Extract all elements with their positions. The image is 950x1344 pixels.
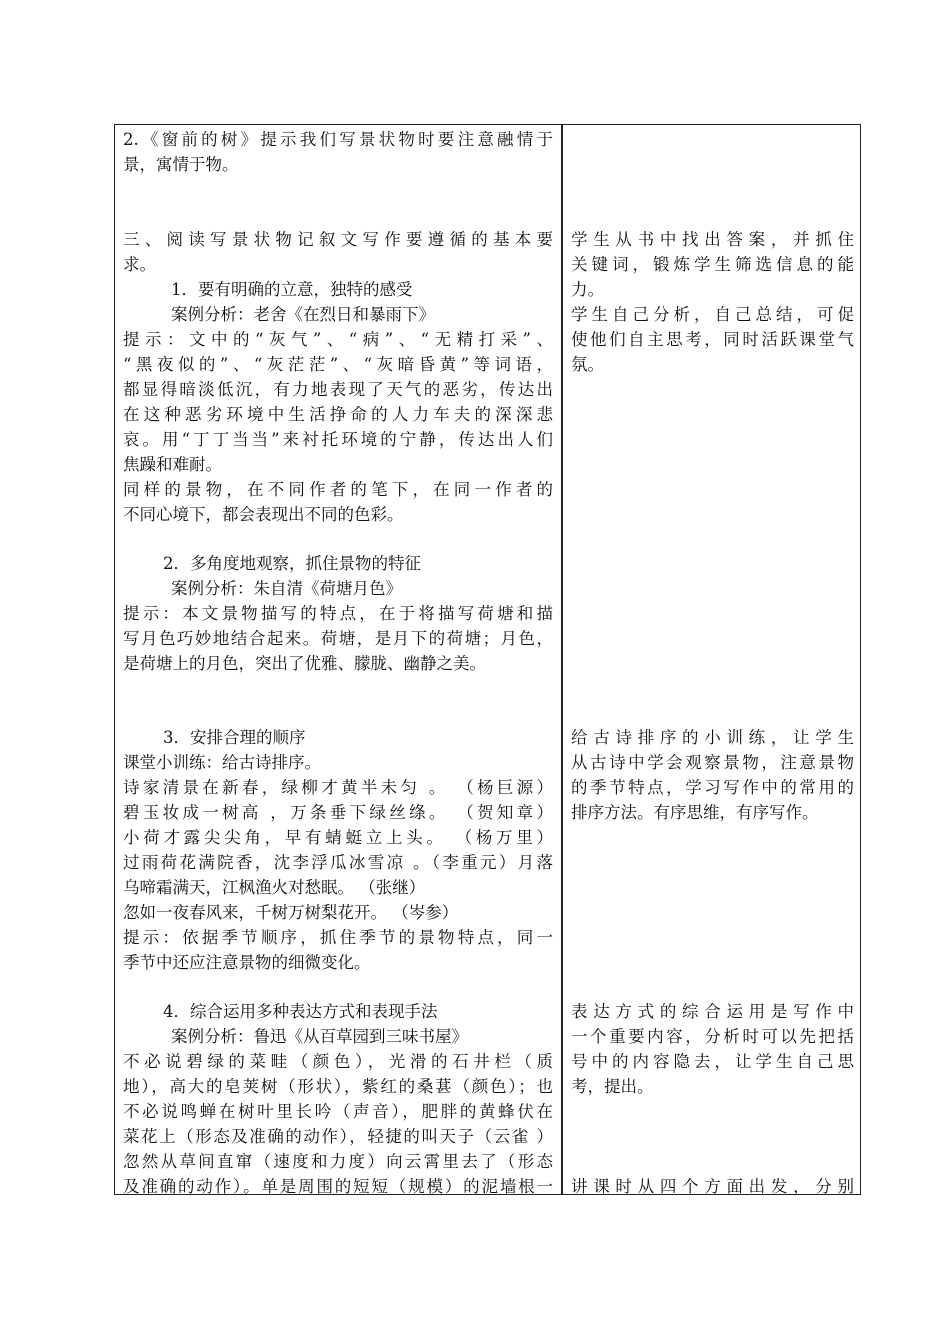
- poem-line: 忽如一夜春风来，千树万树梨花开。 （岑参）: [123, 903, 459, 922]
- lesson-plan-table: [114, 124, 861, 1195]
- point-1-hint-line: 焦躁和难耐。: [123, 455, 222, 474]
- point-1-note-line: 不同心境下，都会表现出不同的色彩。: [123, 505, 404, 524]
- section-2-line: 2.《窗前的树》提示我们写景状物时要注意融情于: [123, 130, 553, 149]
- point-2-case: 案例分析：朱自清《荷塘月色》: [171, 579, 402, 598]
- point-3-hint-line: 提示：依据季节顺序，抓住季节的景物特点，同一: [123, 928, 553, 947]
- poem-line: 过雨荷花满院香，沈李浮瓜冰雪凉 。（李重元）月落: [123, 853, 553, 872]
- point-1-hint-line: 提示：文中的“灰气”、“病”、“无精打采”、: [123, 330, 553, 349]
- point-1-hint-line: 在这种恶劣环境中生活挣命的人力车夫的深深悲: [123, 405, 553, 424]
- point-4-text-line: 及准确的动作）。单是周围的短短（规模）的泥墙根一: [123, 1177, 553, 1196]
- poem-line: 诗家清景在新春，绿柳才黄半未匀 。 （杨巨源）: [123, 778, 553, 797]
- note-3-line: 给古诗排序的小训练，让学生: [571, 728, 854, 747]
- point-4-title: 4．综合运用多种表达方式和表现手法: [163, 1002, 438, 1021]
- point-2-title: 2．多角度地观察，抓住景物的特征: [163, 554, 421, 573]
- column-divider: [561, 125, 563, 1194]
- note-3-line: 从古诗中学会观察景物，注意景物: [571, 753, 854, 772]
- note-3-line: 排序方法。有序思维，有序写作。: [571, 803, 819, 822]
- note-3-line: 的季节特点，学习写作中的常用的: [571, 778, 854, 797]
- point-4-text-line: 忽然从草间直窜（速度和力度）向云霄里去了（形态: [123, 1152, 553, 1171]
- point-1-hint-line: 哀。用“丁丁当当”来衬托环境的宁静，传达出人们: [123, 430, 553, 449]
- point-1-case: 案例分析：老舍《在烈日和暴雨下》: [171, 305, 435, 324]
- point-2-hint-line: 是荷塘上的月色，突出了优雅、朦胧、幽静之美。: [123, 654, 486, 673]
- note-4-line: 考，提出。: [571, 1077, 654, 1096]
- note-5-line: 讲课时从四个方面出发，分别: [571, 1177, 854, 1196]
- point-4-text-line: 不必说碧绿的菜畦（颜色），光滑的石井栏（质: [123, 1052, 553, 1071]
- note-2-line: 使他们自主思考，同时活跃课堂气: [571, 330, 854, 349]
- poem-line: 乌啼霜满天，江枫渔火对愁眠。 （张继）: [123, 878, 426, 897]
- note-1-line: 学生从书中找出答案，并抓住: [571, 230, 854, 249]
- point-4-text-line: 不必说鸣蝉在树叶里长吟（声音），肥胖的黄蜂伏在: [123, 1102, 553, 1121]
- note-2-line: 氛。: [571, 355, 604, 374]
- note-1-line: 关键词，锻炼学生筛选信息的能: [571, 255, 854, 274]
- note-2-line: 学生自己分析，自己总结，可促: [571, 305, 854, 324]
- point-4-text-line: 地），高大的皂荚树（形状），紫红的桑葚（颜色）；也: [123, 1077, 553, 1096]
- poem-line: 小荷才露尖尖角，早有蜻蜓立上头。 （杨万里）: [123, 828, 553, 847]
- note-4-line: 表达方式的综合运用是写作中: [571, 1002, 854, 1021]
- point-3-title: 3．安排合理的顺序: [163, 728, 306, 747]
- point-2-hint-line: 提示：本文景物描写的特点，在于将描写荷塘和描: [123, 604, 553, 623]
- note-1-line: 力。: [571, 280, 604, 299]
- poem-line: 碧玉妆成一树高 ，万条垂下绿丝绦。 （贺知章）: [123, 803, 553, 822]
- section-3-heading: 三、阅读写景状物记叙文写作要遵循的基本要: [123, 230, 553, 249]
- note-4-line: 号中的内容隐去，让学生自己思: [571, 1052, 854, 1071]
- point-1-note-line: 同样的景物，在不同作者的笔下，在同一作者的: [123, 480, 553, 499]
- section-2-line: 景，寓情于物。: [123, 155, 239, 174]
- note-4-line: 一个重要内容，分析时可以先把括: [571, 1027, 854, 1046]
- point-4-text-line: 菜花上（形态及准确的动作），轻捷的叫天子（云雀 ）: [123, 1127, 553, 1146]
- section-3-heading: 求。: [123, 255, 156, 274]
- point-1-hint-line: “黑夜似的”、“灰茫茫”、“灰暗昏黄”等词语，: [123, 355, 553, 374]
- point-1-hint-line: 都显得暗淡低沉，有力地表现了天气的恶劣，传达出: [123, 380, 553, 399]
- point-2-hint-line: 写月色巧妙地结合起来。荷塘，是月下的荷塘；月色，: [123, 629, 553, 648]
- point-3-exercise: 课堂小训练：给古诗排序。: [123, 753, 321, 772]
- point-1-title: 1．要有明确的立意，独特的感受: [171, 280, 413, 299]
- point-4-case: 案例分析：鲁迅《从百草园到三味书屋》: [171, 1027, 468, 1046]
- point-3-hint-line: 季节中还应注意景物的细微变化。: [123, 953, 371, 972]
